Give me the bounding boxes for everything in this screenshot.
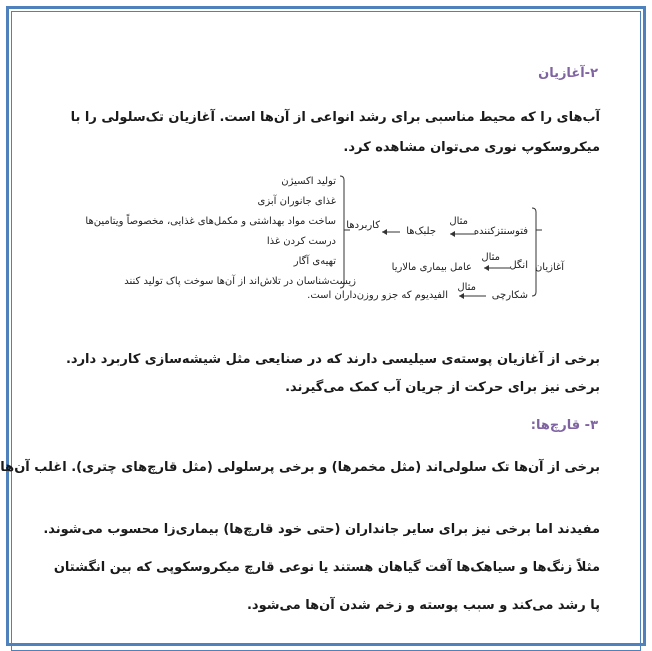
use-item-1: تولید اکسیژن (281, 176, 336, 187)
section2-heading: ۲-آغازیان (538, 66, 598, 81)
section3-line4: پا رشد می‌کند و سبب پوسته و زخم شدن آن‌ها می‌شود. (246, 598, 600, 613)
diagram-root-label: آغازیان (534, 262, 564, 273)
branch2-target: عامل بیماری مالاریا (391, 262, 472, 273)
branch1-target: جلبک‌ها (406, 226, 436, 237)
branch3-example-label: مثال (457, 282, 476, 293)
section2-paragraph-line1: آب‌های را که محیط مناسبی برای رشد انواعی از آن‌ها است. آغازیان تک‌سلولی را با (70, 110, 600, 125)
branch2-label: انگل (509, 260, 528, 271)
section3-line3: مثلاً زنگ‌ها و سیاهک‌ها آفت گیاهان هستند یا نوعی قارچ میکروسکوپی که بین انگشتان (53, 560, 600, 575)
section3-line2: مفیدند اما برخی نیز برای سایر جانداران (حتی خود قارچ‌ها) بیماری‌زا محسوب می‌شوند. (43, 522, 600, 537)
section2-after-line1: برخی از آغازیان پوسته‌ی سیلیسی دارند که در صنایعی مثل شیشه‌سازی کاربرد دارد. (65, 352, 600, 367)
use-item-4: درست کردن غذا (266, 236, 336, 247)
branch1-example-label: مثال (449, 216, 468, 227)
use-item-2: غذای جانوران آبزی (257, 196, 336, 207)
section2-after-line2: برخی نیز برای حرکت از جریان آب کمک می‌گیرند. (285, 380, 600, 395)
branch3-label: شکارچی (491, 290, 528, 301)
use-item-3: ساخت مواد بهداشتی و مکمل‌های غذایی، مخصوصاً ویتامین‌ها (85, 216, 336, 227)
section3-heading: ۳- قارچ‌ها: (530, 418, 598, 433)
uses-label: کاربردها (346, 220, 380, 231)
section3-line1: برخی از آن‌ها تک سلولی‌اند (مثل مخمرها) و برخی پرسلولی (مثل قارچ‌های چتری). اغلب آن‌ها (0, 460, 600, 475)
branch3-target: الفیدیوم که جزو روزن‌داران است. (307, 290, 448, 301)
branch2-example-label: مثال (481, 252, 500, 263)
branch1-label: فتوسنتزکننده (473, 226, 528, 237)
section2-paragraph-line2: میکروسکوپ نوری می‌توان مشاهده کرد. (343, 140, 600, 155)
protists-concept-diagram (74, 172, 564, 312)
use-item-5: تهیه‌ی آگار (293, 256, 336, 267)
use-item-6: زیست‌شناسان در تلاش‌اند از آن‌ها سوخت پاک تولید کنند (124, 276, 356, 287)
